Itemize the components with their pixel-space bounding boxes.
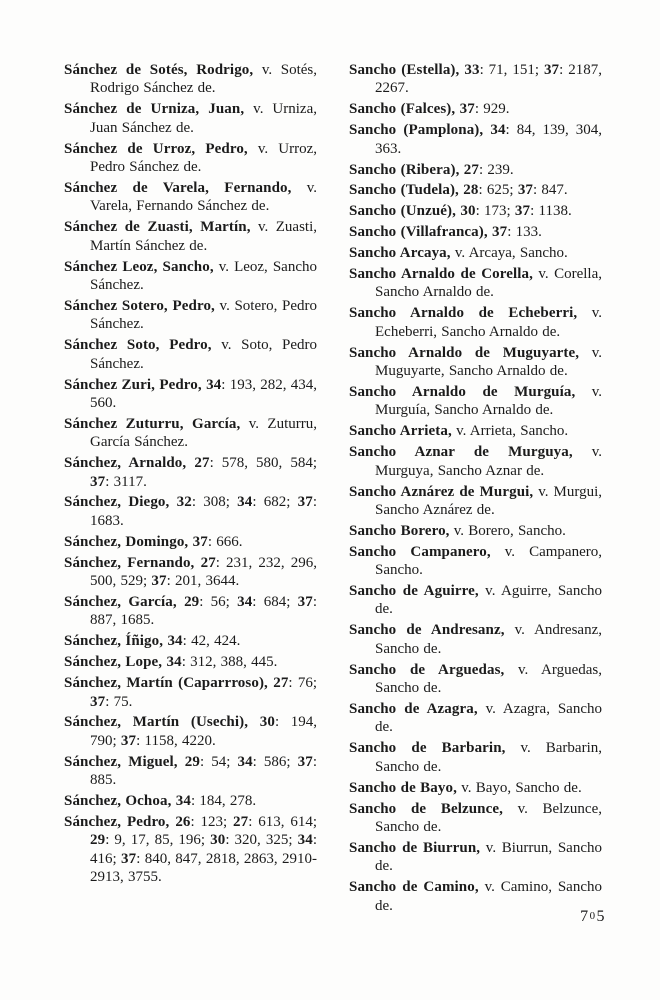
entry-headword: Sánchez de Zuasti, Martín, [64,219,251,236]
index-entry [349,383,602,420]
index-entry [349,202,602,220]
index-entry [349,621,602,658]
index-entry [64,376,317,413]
entry-headword: Sánchez, Martín (Caparrroso), 27 [64,675,289,692]
entry-reference: : 586; [252,753,298,770]
entry-reference: : 308; [191,494,238,511]
entry-headword: 37 [121,850,137,867]
index-entry [64,713,317,750]
index-entry [64,179,317,216]
entry-headword: Sánchez, Martín (Usechi), 30 [64,714,275,731]
entry-headword: Sancho Arcaya, [349,245,451,262]
index-entry [349,100,602,118]
entry-headword: 37 [297,753,313,770]
entry-headword: Sancho Arnaldo de Echeberri, [349,305,578,322]
index-entry [349,121,602,158]
entry-headword: Sánchez de Varela, Fernando, [64,179,292,196]
entry-headword: Sancho de Camino, [349,879,479,896]
entry-headword: Sancho Arnaldo de Murguía, [349,384,576,400]
entry-reference: v. Echeberri, Sancho Arnaldo de. [375,305,602,340]
entry-headword: 37 [151,573,167,590]
entry-headword: Sánchez de Urniza, Juan, [64,101,245,118]
entry-reference: : 1138. [530,203,572,220]
entry-headword: Sancho Arnaldo de Muguyarte, [349,344,580,361]
index-entry [349,700,602,737]
index-entry [349,739,602,776]
entry-reference: v. Urniza, Juan Sánchez de. [90,101,317,136]
page-number-digit: 7 [580,908,590,925]
index-entry [349,800,602,837]
index-entry [349,61,602,98]
index-entry [349,839,602,876]
entry-reference: v. Arcaya, Sancho. [450,245,568,262]
index-entry [64,593,317,630]
entry-headword: Sánchez, Pedro, 26 [64,813,191,830]
entry-headword: Sancho Arrieta, [349,423,452,440]
entry-headword: Sancho Aznar de Murguya, [349,444,573,461]
entry-reference: : 42, 424. [182,633,241,650]
entry-reference: : 840, 847, 2818, 2863, 2910-2913, 3755. [90,850,317,886]
index-entry [349,483,602,520]
entry-reference: v. Varela, Fernando Sánchez de. [90,179,317,215]
entry-headword: 34 [237,494,253,511]
entry-headword: Sancho (Ribera), 27 [349,161,479,178]
index-entry [349,443,602,480]
entry-headword: Sánchez, Íñigo, 34 [64,633,183,650]
entry-headword: 27 [233,813,249,830]
entry-headword: 34 [237,753,253,770]
index-column-left [64,61,317,917]
index-entry [349,265,602,302]
entry-headword: Sancho (Pamplona), 34 [349,122,506,139]
entry-reference: v. Arrieta, Sancho. [451,423,569,440]
entry-reference: : 3117. [105,473,147,490]
entry-headword: Sancho Campanero, [349,543,491,560]
page-number-digit: 0 [589,910,597,923]
index-entry [64,753,317,790]
entry-reference: v. Zuturru, García Sánchez. [90,415,317,451]
entry-headword: Sánchez Sotero, Pedro, [64,297,215,314]
entry-reference: : 194, 790; [90,714,318,749]
entry-reference: v. Murguía, Sancho Arnaldo de. [375,384,602,419]
index-entry [349,779,602,797]
entry-reference: v. Aguirre, Sancho de. [375,583,602,618]
entry-headword: Sancho (Falces), 37 [349,101,475,118]
entry-reference: : 320, 325; [225,832,298,849]
index-entry [64,140,317,177]
entry-reference: : 231, 232, 296, 500, 529; [90,554,317,590]
entry-reference: : 887, 1685. [90,593,317,629]
entry-headword: Sánchez, Ochoa, 34 [64,793,191,810]
index-entry [349,582,602,619]
entry-headword: Sánchez Zuri, Pedro, 34 [64,376,222,393]
entry-reference: v. Bayo, Sancho de. [456,779,582,796]
entry-reference: : 201, 3644. [166,573,240,590]
entry-headword: Sancho (Estella), 33 [349,62,480,78]
entry-headword: Sánchez, Arnaldo, 27 [64,455,210,472]
entry-reference: : 2187, 2267. [375,62,602,97]
index-entry [64,493,317,530]
entry-headword: 37 [297,593,313,610]
index-entry [64,415,317,452]
entry-headword: 37 [517,182,534,199]
page-number [580,908,606,926]
index-entry [349,344,602,381]
entry-reference: : 613, 614; [248,813,318,830]
entry-reference: : 1158, 4220. [136,732,216,749]
entry-reference: v. Corella, Sancho Arnaldo de. [375,266,602,301]
index-entry [64,813,317,887]
entry-reference: v. Sotero, Pedro Sánchez. [90,297,317,333]
entry-headword: Sánchez, Miguel, 29 [64,753,201,770]
index-entry [64,336,317,373]
entry-reference: : 123; [190,813,234,830]
index-entry [349,223,602,241]
entry-reference: v. Campanero, Sancho. [375,543,602,579]
entry-reference: : 133. [507,224,542,241]
entry-headword: Sancho de Azagra, [349,701,478,717]
index-entry [349,244,602,262]
entry-reference: v. Zuasti, Martín Sánchez de. [90,219,317,254]
entry-headword: Sánchez de Sotés, Rodrigo, [64,62,254,78]
entry-reference: v. Leoz, Sancho Sánchez. [90,258,317,293]
entry-reference: : 76; [288,675,317,692]
index-entry [64,792,317,810]
index-entry [64,632,317,650]
index-entry [349,422,602,440]
index-columns [64,61,602,917]
entry-reference: v. Soto, Pedro Sánchez. [90,337,318,372]
entry-headword: Sánchez Soto, Pedro, [64,337,212,354]
entry-headword: 29 [90,832,106,849]
entry-reference: : 71, 151; [479,62,544,78]
index-entry [349,304,602,341]
entry-headword: Sancho Borero, [349,522,450,539]
index-entry [349,661,602,698]
index-entry [349,161,602,179]
entry-reference: : 239. [478,161,514,178]
entry-headword: Sancho de Belzunce, [349,800,503,817]
entry-headword: Sancho de Arguedas, [349,661,505,678]
index-entry [64,554,317,591]
entry-headword: Sancho (Unzué), 30 [349,203,476,220]
entry-headword: Sánchez, Lope, 34 [64,654,182,671]
entry-headword: 37 [514,203,531,220]
entry-reference: : 1683. [90,494,317,529]
entry-reference: v. Murgui, Sancho Aznárez de. [375,483,602,518]
entry-reference: : 625; [478,182,518,199]
entry-headword: 37 [90,473,106,490]
entry-reference: : 84, 139, 304, 363. [375,122,602,157]
index-entry [64,674,317,711]
entry-reference: : 416; [90,832,317,867]
entry-reference: v. Belzunce, Sancho de. [375,800,602,835]
entry-reference: : 885. [90,753,317,789]
entry-reference: : 847. [533,182,568,199]
entry-reference: : 193, 282, 434, 560. [90,376,317,411]
index-entry [64,533,317,551]
entry-reference: : 682; [252,494,298,511]
entry-reference: v. Barbarin, Sancho de. [375,740,602,775]
entry-headword: Sánchez, Diego, 32 [64,494,192,511]
entry-reference: : 173; [475,203,515,220]
entry-headword: Sancho (Tudela), 28 [349,182,479,199]
entry-headword: 37 [543,62,560,78]
entry-reference: v. Urroz, Pedro Sánchez de. [90,140,318,176]
entry-reference: v. Biurrun, Sancho de. [375,839,602,875]
entry-headword: 37 [120,732,137,749]
entry-headword: Sancho de Barbarin, [349,740,506,757]
entry-headword: 37 [90,693,106,710]
entry-reference: v. Camino, Sancho de. [375,879,602,914]
entry-headword: Sánchez, Domingo, 37 [64,533,208,550]
index-entry [349,878,602,915]
index-entry [64,297,317,334]
entry-headword: 37 [297,494,313,511]
entry-headword: Sancho (Villafranca), 37 [349,224,508,241]
entry-reference: : 54; [200,753,238,770]
entry-headword: Sancho de Andresanz, [349,622,505,639]
entry-headword: Sancho Aznárez de Murgui, [349,483,534,500]
entry-reference: v. Azagra, Sancho de. [375,701,602,736]
entry-reference: : 56; [199,593,238,610]
index-entry [64,454,317,491]
index-entry [64,653,317,671]
entry-headword: Sancho de Biurrun, [349,839,481,856]
entry-headword: Sánchez Leoz, Sancho, [64,258,214,275]
index-entry [349,522,602,540]
index-entry [64,61,317,98]
entry-reference: v. Arguedas, Sancho de. [375,661,602,697]
page-number-digit: 5 [596,908,606,925]
index-entry [349,181,602,199]
entry-headword: Sancho de Bayo, [349,779,457,796]
entry-reference: v. Sotés, Rodrigo Sánchez de. [90,62,318,97]
entry-headword: 34 [297,832,313,849]
entry-headword: 34 [237,593,253,610]
entry-reference: : 578, 580, 584; [209,455,317,472]
entry-reference: : 666. [207,533,243,550]
entry-headword: Sánchez, García, 29 [64,593,200,610]
index-entry [349,543,602,580]
entry-headword: Sancho de Aguirre, [349,583,479,600]
index-entry [64,218,317,255]
entry-headword: 30 [210,832,226,849]
entry-headword: Sancho Arnaldo de Corella, [349,266,533,283]
entry-reference: : 929. [474,101,510,118]
entry-headword: Sánchez, Fernando, 27 [64,554,216,571]
index-entry [64,100,317,137]
entry-reference: : 312, 388, 445. [181,654,278,671]
index-entry [64,258,317,295]
entry-reference: : 684; [252,593,298,610]
entry-headword: Sánchez Zuturru, García, [64,415,241,432]
entry-headword: Sánchez de Urroz, Pedro, [64,140,248,157]
entry-reference: : 9, 17, 85, 196; [105,832,211,849]
entry-reference: v. Muguyarte, Sancho Arnaldo de. [375,344,602,380]
entry-reference: v. Borero, Sancho. [449,522,566,539]
entry-reference: : 75. [105,693,133,710]
entry-reference: v. Andresanz, Sancho de. [375,622,602,657]
entry-reference: v. Murguya, Sancho Aznar de. [375,444,602,479]
entry-reference: : 184, 278. [190,793,257,810]
index-column-right [349,61,602,917]
